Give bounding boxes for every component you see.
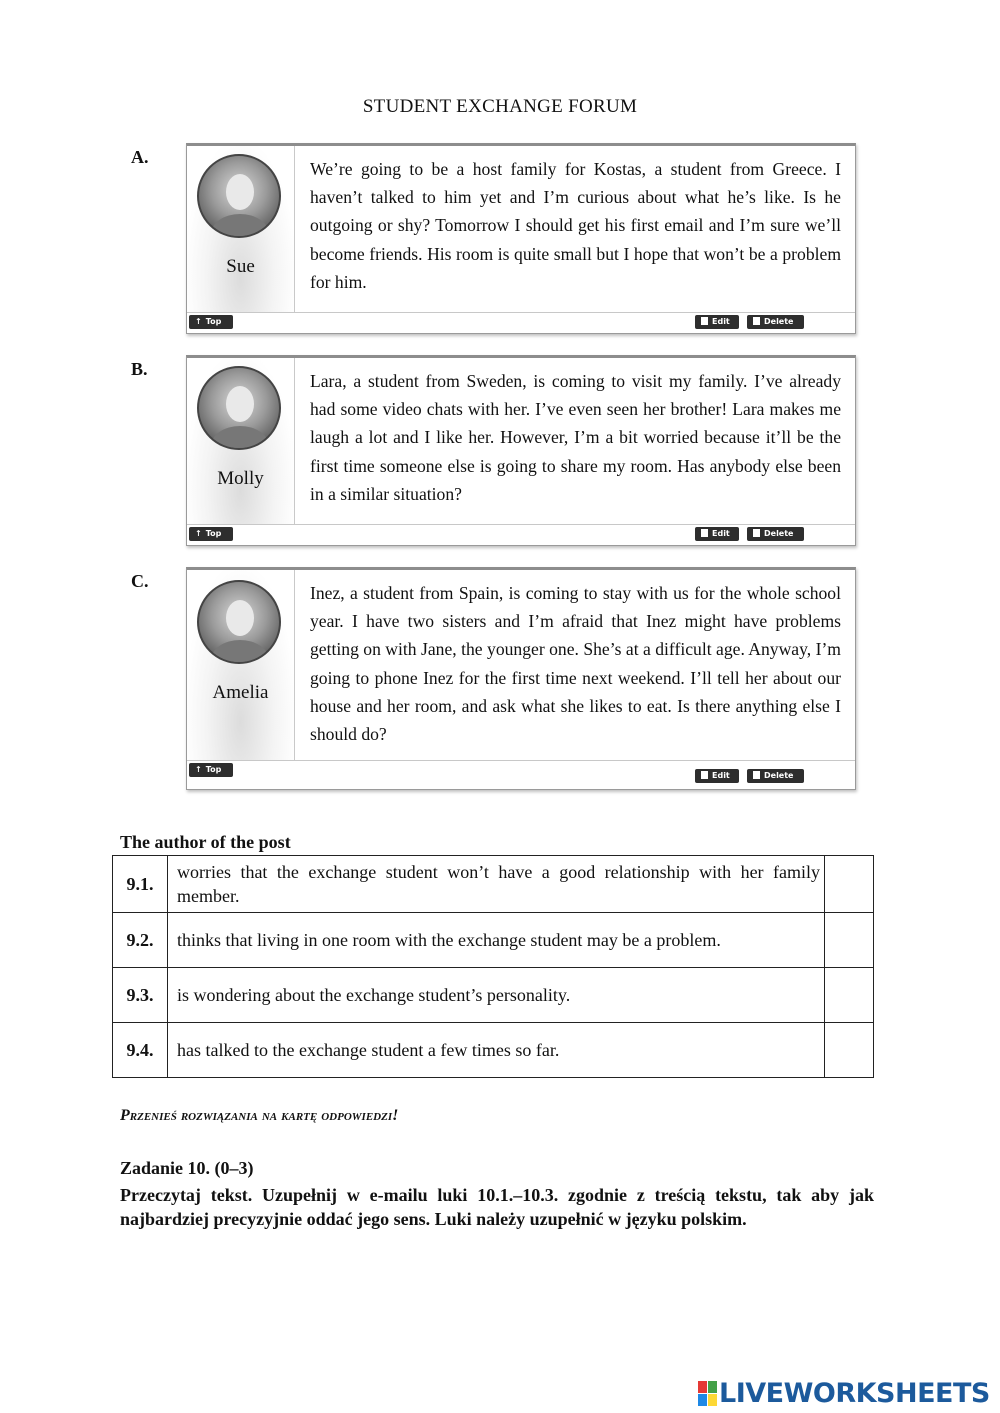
delete-icon	[753, 317, 760, 325]
delete-icon	[753, 771, 760, 779]
task10-instruction: Przeczytaj tekst. Uzupełnij w e-mailu luki 10.1.–10.3. zgodnie z treścią tekstu, tak aby jak najbardziej precyzyjnie oddać jego sens. Luki należy uzupełnić w języku polskim.	[120, 1185, 874, 1229]
author-panel	[187, 570, 295, 760]
transfer-note: Przenieś rozwiązania na kartę odpowiedzi!	[120, 1107, 399, 1124]
post-text: Inez, a student from Spain, is coming to stay with us for the whole school year. I have two sisters and I’m afraid that Inez might have problems getting on with Jane, the younger one. She’s at a difficult age. Anyway, I’m going to phone Inez for the first time next weekend. I’ll tell her about our house and her room, and ask what she likes to eat. Is there anything else I should do?	[310, 583, 841, 745]
post-letter-c: C.	[131, 571, 149, 591]
author-name: Amelia	[212, 682, 269, 703]
author-panel	[187, 146, 295, 312]
answer-cell[interactable]	[825, 913, 874, 968]
answer-cell[interactable]	[825, 1023, 874, 1078]
edit-button[interactable]: Edit	[695, 769, 739, 783]
task10-title: Zadanie 10. (0–3)	[120, 1158, 254, 1178]
item-number: 9.4.	[113, 1023, 168, 1078]
arrow-up-icon: ↑	[195, 765, 202, 774]
table-row	[113, 1023, 874, 1078]
task9-label: The author of the post	[120, 832, 291, 852]
post-text: We’re going to be a host family for Kostas, a student from Greece. I haven’t talked to him yet and I’m curious about what he’s like. Is he outgoing or shy? Tomorrow I should get his first email and I’m sure we’ll become friends. His room is quite small but I hope that won’t be a problem for him.	[310, 159, 841, 292]
brand-text: LIVEWORKSHEETS	[719, 1378, 990, 1409]
arrow-up-icon: ↑	[195, 529, 202, 538]
forum-title: STUDENT EXCHANGE FORUM	[362, 96, 638, 117]
post-letter-a: A.	[131, 147, 149, 167]
forum-post-a	[186, 143, 856, 334]
edit-icon	[701, 529, 708, 537]
brand-logo-icon	[698, 1381, 717, 1406]
delete-icon	[753, 529, 760, 537]
item-statement: has talked to the exchange student a few times so far.	[168, 1023, 825, 1078]
avatar	[197, 366, 281, 450]
avatar	[197, 154, 281, 238]
forum-post-c	[186, 567, 856, 790]
arrow-up-icon: ↑	[195, 317, 202, 326]
delete-button[interactable]: Delete	[747, 527, 804, 541]
top-button[interactable]: ↑ Top	[189, 315, 233, 329]
answer-cell[interactable]	[825, 968, 874, 1023]
table-row	[113, 913, 874, 968]
post-text: Lara, a student from Sweden, is coming to visit my family. I’ve already had some video chats with her. I’ve even seen her brother! Lara makes me laugh a lot and I like her. However, I’m a bit worried because it’ll be the first time someone else is going to share my room. Has anybody else been in a similar situation?	[310, 371, 841, 504]
item-number: 9.3.	[113, 968, 168, 1023]
table-row	[113, 856, 874, 913]
avatar	[197, 580, 281, 664]
forum-post-b	[186, 355, 856, 546]
author-name: Sue	[226, 256, 255, 277]
item-statement: worries that the exchange student won’t have a good relationship with her family member.	[168, 856, 825, 913]
item-statement: is wondering about the exchange student’s personality.	[168, 968, 825, 1023]
post-letter-b: B.	[131, 359, 148, 379]
delete-button[interactable]: Delete	[747, 769, 804, 783]
delete-button[interactable]: Delete	[747, 315, 804, 329]
edit-icon	[701, 317, 708, 325]
brand-watermark	[698, 1378, 990, 1409]
item-statement: thinks that living in one room with the exchange student may be a problem.	[168, 913, 825, 968]
answer-cell[interactable]	[825, 856, 874, 913]
edit-button[interactable]: Edit	[695, 315, 739, 329]
top-button[interactable]: ↑ Top	[189, 763, 233, 777]
item-number: 9.2.	[113, 913, 168, 968]
top-button[interactable]: ↑ Top	[189, 527, 233, 541]
author-panel	[187, 358, 295, 524]
item-number: 9.1.	[113, 856, 168, 913]
matching-table	[112, 855, 874, 1078]
edit-button[interactable]: Edit	[695, 527, 739, 541]
author-name: Molly	[217, 468, 264, 489]
edit-icon	[701, 771, 708, 779]
table-row	[113, 968, 874, 1023]
